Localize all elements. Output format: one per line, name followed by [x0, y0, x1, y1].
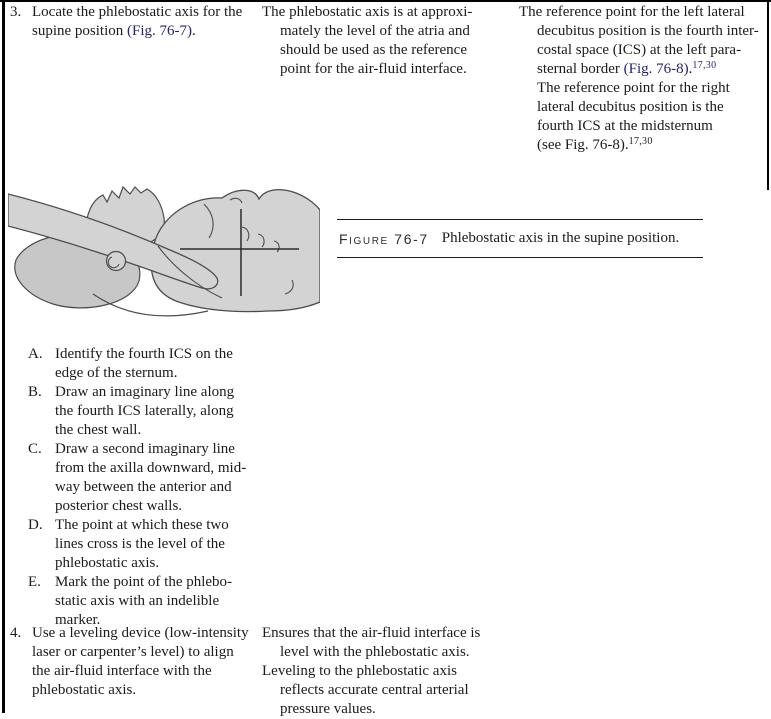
text-line	[55, 383, 234, 402]
text-segment: The reference point for the right	[537, 80, 730, 96]
rationale-step-3	[262, 3, 512, 79]
text-segment: marker.	[55, 612, 101, 628]
text-line	[519, 60, 771, 79]
considerations-step-3	[519, 3, 771, 155]
text-line	[262, 3, 512, 22]
text-line	[262, 700, 512, 719]
text-segment: Draw a second imaginary line	[55, 441, 235, 457]
text-segment: reflects accurate central arterial	[280, 682, 469, 698]
text-segment: supine position	[32, 23, 128, 39]
text-segment: Mark the point of the phlebo-	[55, 574, 233, 590]
text-line	[262, 41, 512, 60]
substeps-list	[28, 345, 258, 630]
text-line	[32, 681, 249, 700]
text-line	[519, 117, 771, 136]
text-line	[55, 516, 229, 535]
text-segment: lateral decubitus position is the	[537, 99, 724, 115]
table-left-border	[2, 0, 5, 713]
text-segment: laser or carpenter’s level) to align	[32, 644, 234, 660]
text-line	[262, 681, 512, 700]
text-line	[55, 573, 232, 592]
figure-caption-block	[337, 219, 703, 258]
text-segment: Locate the phlebostatic axis for the	[32, 4, 243, 20]
figure-link[interactable]: (Fig. 76-8)	[623, 61, 689, 77]
text-line	[519, 98, 771, 117]
substep-letter: A.	[28, 346, 43, 362]
text-line	[55, 421, 234, 440]
figure-76-7-illustration	[8, 182, 320, 318]
text-segment: the chest wall.	[55, 422, 142, 438]
text-segment: Leveling to the phlebostatic axis	[262, 663, 457, 679]
text-segment: The point at which these two	[55, 517, 229, 533]
text-segment: from the axilla downward, mid-	[55, 460, 247, 476]
step-3	[10, 3, 255, 41]
substep-item	[28, 383, 258, 440]
text-segment: Draw an imaginary line along	[55, 384, 235, 400]
text-line	[55, 478, 246, 497]
text-segment: should be used as the reference	[280, 42, 468, 58]
text-segment: phlebostatic axis.	[32, 682, 137, 698]
substep-letter: B.	[28, 384, 42, 400]
text-line	[32, 624, 249, 643]
text-segment: sternal border	[537, 61, 624, 77]
text-line	[519, 3, 771, 22]
text-line	[262, 60, 512, 79]
figure-label: Figure 76-7	[339, 230, 429, 247]
step-4	[10, 624, 258, 700]
text-line	[55, 364, 233, 383]
substep-item	[28, 516, 258, 573]
text-line	[262, 662, 512, 681]
substep-letter: C.	[28, 441, 42, 457]
figure-link[interactable]: (Fig. 76-7)	[127, 23, 193, 39]
text-segment: edge of the sternum.	[55, 365, 178, 381]
text-line	[519, 22, 771, 41]
text-line	[32, 643, 249, 662]
text-segment: fourth ICS at the midsternum	[537, 118, 713, 134]
substep-text	[55, 383, 234, 440]
text-line	[55, 497, 246, 516]
text-line	[519, 41, 771, 60]
text-line	[32, 662, 249, 681]
substep-text	[55, 440, 246, 516]
patient-torso	[151, 190, 320, 312]
substep-text	[55, 573, 232, 630]
step-4-number: 4.	[10, 625, 22, 641]
text-segment: The reference point for the left lateral	[519, 4, 745, 20]
text-segment: the air-fluid interface with the	[32, 663, 212, 679]
reference-superscript: 17,30	[692, 60, 717, 71]
text-line	[519, 79, 771, 98]
text-line	[55, 345, 233, 364]
step-3-text	[32, 3, 242, 41]
text-segment: mately the level of the atria and	[280, 23, 470, 39]
text-line	[55, 459, 246, 478]
text-line	[55, 535, 229, 554]
text-segment: Ensures that the air-fluid interface is	[262, 625, 481, 641]
text-segment: posterior chest walls.	[55, 498, 183, 514]
reference-superscript: 17,30	[628, 136, 653, 147]
text-segment: point for the air-fluid interface.	[280, 61, 467, 77]
text-segment: the fourth ICS laterally, along	[55, 403, 234, 419]
text-segment: lines cross is the level of the	[55, 536, 225, 552]
text-segment: costal space (ICS) at the left para-	[537, 42, 742, 58]
text-segment: The phlebostatic axis is at approxi-	[262, 4, 473, 20]
text-line	[262, 22, 512, 41]
text-line	[55, 554, 229, 573]
text-line	[262, 643, 512, 662]
text-line	[55, 402, 234, 421]
text-line	[55, 592, 232, 611]
text-line	[262, 624, 512, 643]
text-segment: pressure values.	[280, 701, 376, 717]
text-segment: decubitus position is the fourth inter-	[537, 23, 759, 39]
step-4-text	[32, 624, 249, 700]
substep-text	[55, 516, 229, 573]
text-segment: .	[192, 23, 196, 39]
text-segment: phlebostatic axis.	[55, 555, 160, 571]
text-line	[32, 3, 242, 22]
substep-text	[55, 345, 233, 383]
rationale-step-4	[262, 624, 512, 719]
text-segment: level with the phlebostatic axis.	[280, 644, 470, 660]
figure-caption-text: Phlebostatic axis in the supine position.	[441, 230, 680, 246]
text-segment: Identify the fourth ICS on the	[55, 346, 233, 362]
text-segment: .	[688, 61, 693, 77]
substep-item	[28, 345, 258, 383]
table-top-border	[0, 0, 771, 2]
substep-letter: E.	[28, 574, 41, 590]
substep-item	[28, 440, 258, 516]
text-segment: way between the anterior and	[55, 479, 232, 495]
substep-item	[28, 573, 258, 630]
text-line	[32, 22, 242, 41]
text-line	[519, 136, 771, 155]
text-segment: Use a leveling device (low-intensity	[32, 625, 249, 641]
substep-letter: D.	[28, 517, 43, 533]
text-segment: (see Fig. 76-8).	[537, 137, 629, 153]
step-3-number: 3.	[10, 4, 22, 20]
text-segment: static axis with an indelible	[55, 593, 220, 609]
text-line	[55, 440, 246, 459]
